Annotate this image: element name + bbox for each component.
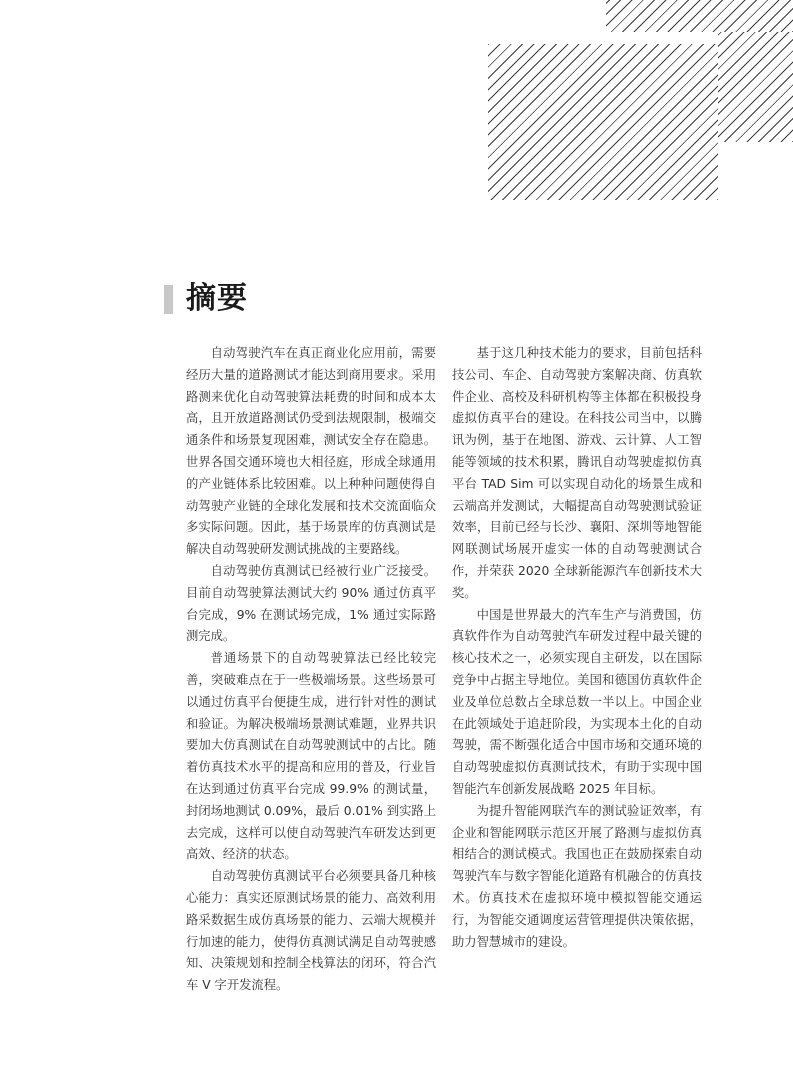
- right-column: [452, 343, 702, 953]
- left-column: [186, 343, 436, 997]
- paragraph: 普通场景下的自动驾驶算法已经比较完善，突破难点在于一些极端场景。这些场景可以通过仿真平台便捷生成，进行针对性的测试和验证。为解决极端场景测试难题，业界共识要加大仿真测试在自动驾驶测试中的占比。随着仿真技术水平的提高和应用的普及，行业旨在达到通过仿真平台完成 99.9% 的测试量，封闭场地测试 0.09%，最后 0.01% 到实路上去完成，这样可以使自动驾驶汽车研发达到更高效、经济的状态。: [186, 651, 436, 862]
- paragraph: 基于这几种技术能力的要求，目前包括科技公司、车企、自动驾驶方案解决商、仿真软件企业、高校及科研机构等主体都在积极投身虚拟仿真平台的建设。在科技公司当中，以腾讯为例，基于在地图、游戏、云计算、人工智能等领域的技术积累，腾讯自动驾驶虚拟仿真平台 TAD Sim 可以实现自动化的场景生成和云端高并发测试，大幅提高自动驾驶测试验证效率，目前已经与长沙、襄阳、深圳等地智能网联测试场展开虚实一体的自动驾驶测试合作，并荣获 2020 全球新能源汽车创新技术大奖。: [452, 346, 702, 600]
- paragraph: 自动驾驶汽车在真正商业化应用前，需要经历大量的道路测试才能达到商用要求。采用路测来优化自动驾驶算法耗费的时间和成本太高，且开放道路测试仍受到法规限制，极端交通条件和场景复现困难，测试安全存在隐患。世界各国交通环境也大相径庭，形成全球通用的产业链体系比较困难。以上种种问题使得自动驾驶产业链的全球化发展和技术交流面临众多实际问题。因此，基于场景库的仿真测试是解决自动驾驶研发测试挑战的主要路线。: [186, 346, 436, 557]
- decorative-hatch-pattern: [488, 44, 718, 200]
- paragraph: 自动驾驶仿真测试已经被行业广泛接受。目前自动驾驶算法测试大约 90% 通过仿真平台完成，9% 在测试场完成，1% 通过实际路测完成。: [186, 563, 436, 644]
- paragraph: 自动驾驶仿真测试平台必须要具备几种核心能力：真实还原测试场景的能力、高效利用路采数据生成仿真场景的能力、云端大规模并行加速的能力，使得仿真测试满足自动驾驶感知、决策规划和控制全栈算法的闭环，符合汽车 V 字开发流程。: [186, 869, 436, 993]
- paragraph: 中国是世界最大的汽车生产与消费国，仿真软件作为自动驾驶汽车研发过程中最关键的核心技术之一，必须实现自主研发，以在国际竞争中占据主导地位。美国和德国仿真软件企业及单位总数占全球总数一半以上。中国企业在此领域处于追赶阶段，为实现本土化的自动驾驶，需不断强化适合中国市场和交通环境的自动驾驶虚拟仿真测试技术，有助于实现中国智能汽车创新发展战略 2025 年目标。: [452, 607, 702, 796]
- paragraph: 为提升智能网联汽车的测试验证效率，有企业和智能网联示范区开展了路测与虚拟仿真相结合的测试模式。我国也正在鼓励探索自动驾驶汽车与数字智能化道路有机融合的仿真技术。仿真技术在虚拟环境中模拟智能交通运行，为智能交通调度运营管理提供决策依据，助力智慧城市的建设。: [452, 803, 702, 949]
- page-title: 摘要: [186, 281, 248, 316]
- decorative-hatch-pattern-right: [718, 32, 793, 142]
- decorative-hatch-pattern-top: [606, 0, 793, 32]
- title-accent-bar: [164, 285, 173, 314]
